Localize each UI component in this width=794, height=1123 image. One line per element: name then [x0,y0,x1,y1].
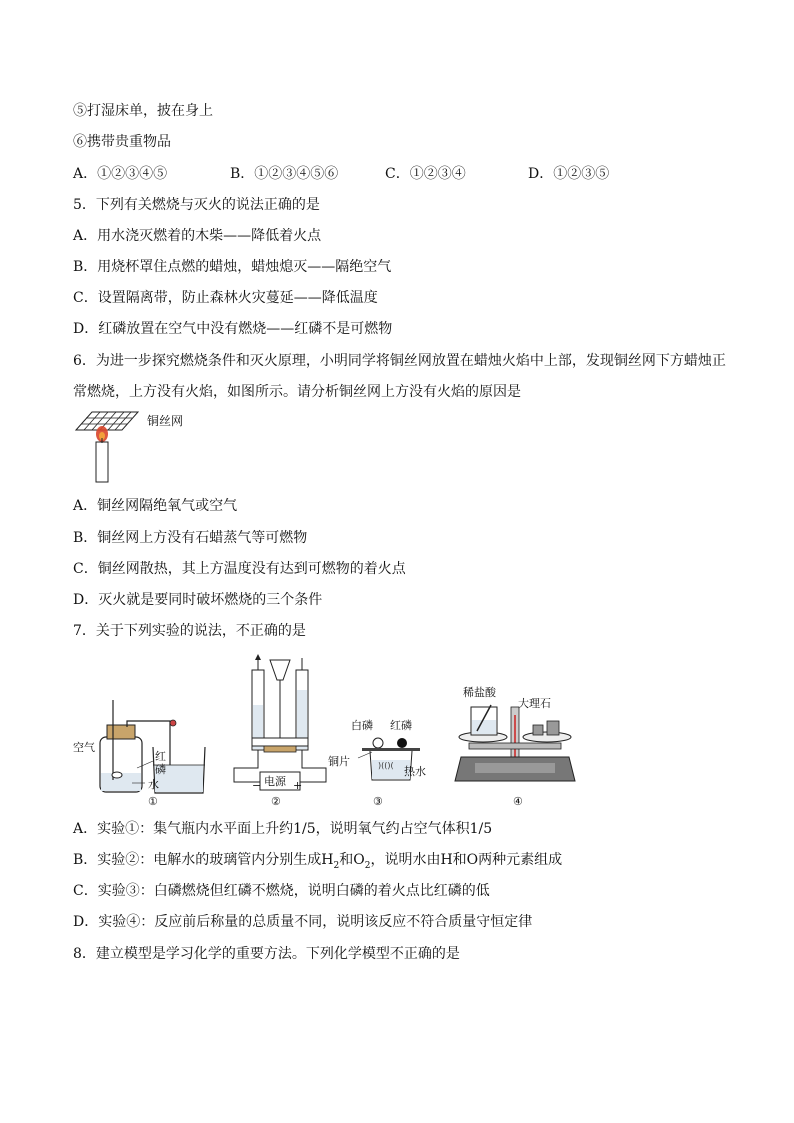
q7-option-a: A．实验①：集气瓶内水平面上升约1/5，说明氧气约占空气体积1/5 [73,821,493,837]
hydrochloric-acid-label: 稀盐酸 [463,686,496,699]
figure-4-number: ④ [513,795,523,808]
copper-plate-label: 铜片 [328,755,350,768]
q7-option-d: D．实验④：反应前后称量的总质量不同，说明该反应不符合质量守恒定律 [73,914,533,930]
white-phosphorus-label: 白磷 [351,719,373,732]
air-label: 空气 [73,741,95,754]
q4-option-c: C．①②③④ [385,166,466,182]
q7b-text-suffix: ，说明水由H和O两种元素组成 [370,852,563,868]
q5-option-d: D．红磷放置在空气中没有燃烧——红磷不是可燃物 [73,321,393,337]
water-label: 水 [148,778,159,791]
figure-2-number: ② [271,795,281,808]
question-6-line-2: 常燃烧，上方没有火焰，如图所示。请分析铜丝网上方没有火焰的原因是 [73,384,521,400]
positive-terminal-label: + [293,779,303,792]
figure-3-number: ③ [373,795,383,808]
question-7: 7．关于下列实验的说法，不正确的是 [73,623,306,639]
item-5-text: ⑤打湿床单，披在身上 [73,103,213,119]
svg-text:)(()(: )(()( [378,761,394,770]
red-phosphorus-label-1: 红 [155,750,166,763]
copper-mesh-label: 铜丝网 [147,414,184,428]
q4-option-b: B．①②③④⑤⑥ [230,166,339,182]
q7b-text-prefix: B．实验②：电解水的玻璃管内分别生成H [73,852,334,868]
experiment-3-figure [350,730,440,800]
q4-option-a: A．①②③④⑤ [73,166,168,182]
q6-option-c: C．铜丝网散热，其上方温度没有达到可燃物的着火点 [73,561,406,577]
hot-water-label: 热水 [404,765,426,778]
experiment-2-figure [230,650,350,800]
q6-option-b: B．铜丝网上方没有石蜡蒸气等可燃物 [73,530,308,546]
q5-option-c: C．设置隔离带，防止森林火灾蔓延——降低温度 [73,290,378,306]
red-phosphorus-label-2: 磷 [155,763,166,776]
q5-option-b: B．用烧杯罩住点燃的蜡烛，蜡烛熄灭——隔绝空气 [73,259,392,275]
red-phosphorus-label: 红磷 [390,719,412,732]
h2-subscript: 2 [333,860,340,871]
q7-option-c: C．实验③：白磷燃烧但红磷不燃烧，说明白磷的着火点比红磷的低 [73,883,490,899]
o2-subscript: 2 [364,860,371,871]
q6-option-d: D．灭火就是要同时破坏燃烧的三个条件 [73,592,323,608]
negative-terminal-label: − [252,779,262,792]
power-supply-label: 电源 [264,775,286,788]
q4-option-d: D．①②③⑤ [528,166,610,182]
figure-1-number: ① [148,795,158,808]
item-6-text: ⑥携带贵重物品 [73,134,171,150]
marble-label: 大理石 [518,697,551,710]
q5-option-a: A．用水浇灭燃着的木柴——降低着火点 [73,228,322,244]
question-8: 8．建立模型是学习化学的重要方法。下列化学模型不正确的是 [73,946,460,962]
q7-option-b [73,850,562,876]
q7b-text-middle: 和O [339,852,365,868]
question-5: 5．下列有关燃烧与灭火的说法正确的是 [73,197,320,213]
q6-option-a: A．铜丝网隔绝氧气或空气 [73,498,238,514]
question-6-line-1: 6．为进一步探究燃烧条件和灭火原理，小明同学将铜丝网放置在蜡烛火焰中上部，发现铜丝网下方蜡烛正 [73,353,726,369]
